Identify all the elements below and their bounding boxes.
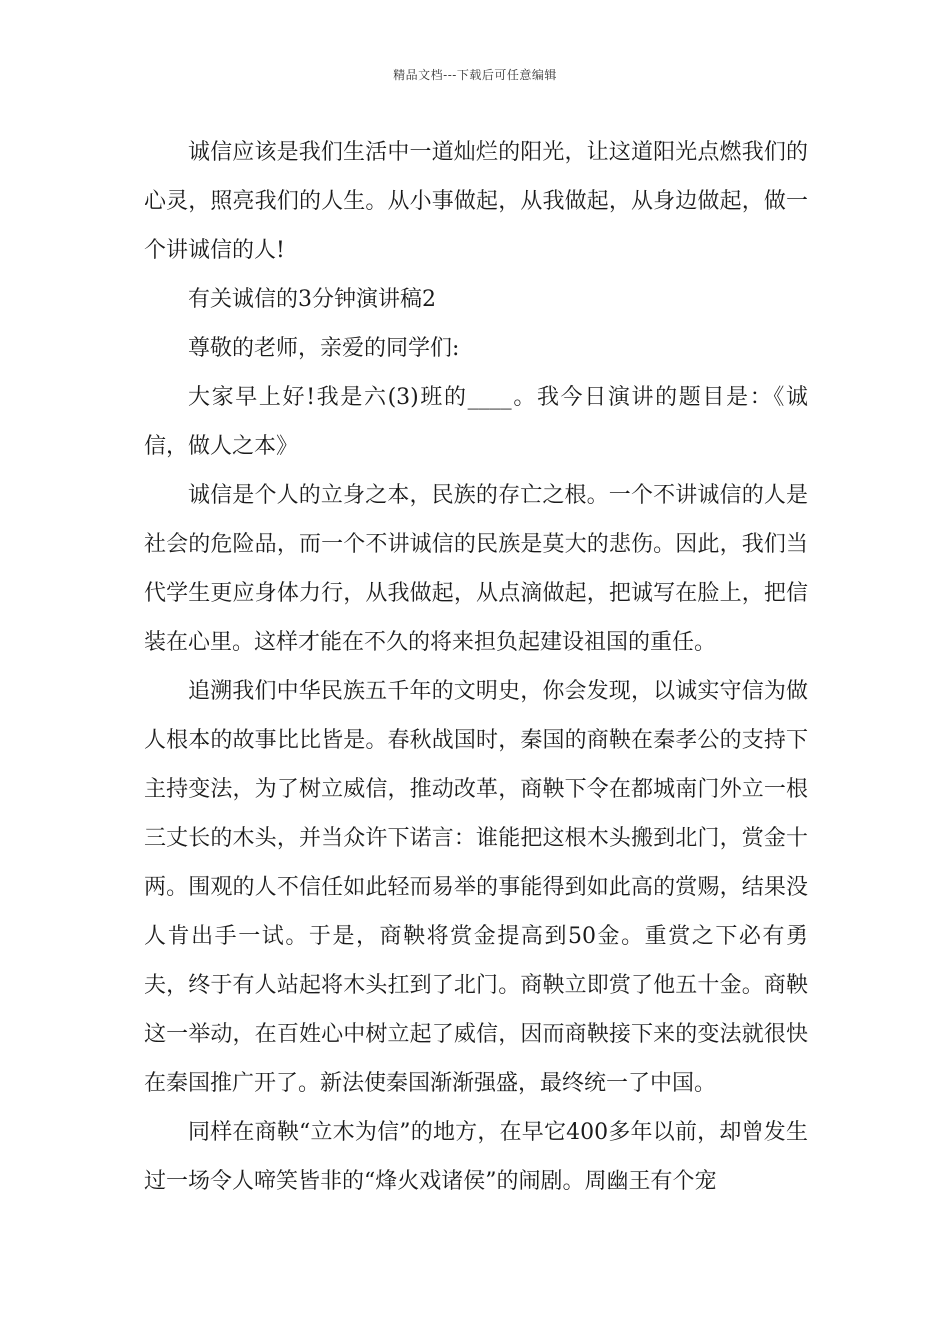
page-header-note: 精品文档---下载后可任意编辑: [393, 68, 557, 82]
paragraph-shang-yang-story: 追溯我们中华民族五千年的文明史，你会发现，以诚实守信为做人根本的故事比比皆是。春秋战国时，秦国的商鞅在秦孝公的支持下主持变法，为了树立威信，推动改革，商鞅下令在都城南门外立一根三丈长的木头，并当众许下诺言：谁能把这根木头搬到北门，赏金十两。围观的人不信任如此轻而易举的事能得到如此高的赏赐，结果没人肯出手一试。于是，商鞅将赏金提高到50金。重赏之下必有勇夫，终于有人站起将木头扛到了北门。商鞅立即赏了他五十金。商鞅这一举动，在百姓心中树立起了威信，因而商鞅接下来的变法就很快在秦国推广开了。新法使秦国渐渐强盛，最终统一了中国。: [144, 679, 808, 1096]
paragraph-1: 诚信应该是我们生活中一道灿烂的阳光，让这道阳光点燃我们的心灵，照亮我们的人生。从小事做起，从我做起，从身边做起，做一个讲诚信的人!: [144, 140, 808, 263]
document-body: [144, 128, 808, 1206]
paragraph-beacon-fire-story: 同样在商鞅“立木为信”的地方，在早它400多年以前，却曾发生过一场令人啼笑皆非的“烽火戏诸侯”的闹剧。周幽王有个宠: [144, 1120, 808, 1194]
speech-title: 有关诚信的3分钟演讲稿2: [188, 287, 436, 312]
salutation: 尊敬的老师，亲爱的同学们:: [188, 336, 460, 361]
paragraph-integrity-root: 诚信是个人的立身之本，民族的存亡之根。一个不讲诚信的人是社会的危险品，而一个不讲诚信的民族是莫大的悲伤。因此，我们当代学生更应身体力行，从我做起，从点滴做起，把诚写在脸上，把信装在心里。这样才能在不久的将来担负起建设祖国的重任。: [144, 483, 808, 655]
paragraph-greeting: 大家早上好!我是六(3)班的____。我今日演讲的题目是：《诚信，做人之本》: [144, 385, 808, 459]
